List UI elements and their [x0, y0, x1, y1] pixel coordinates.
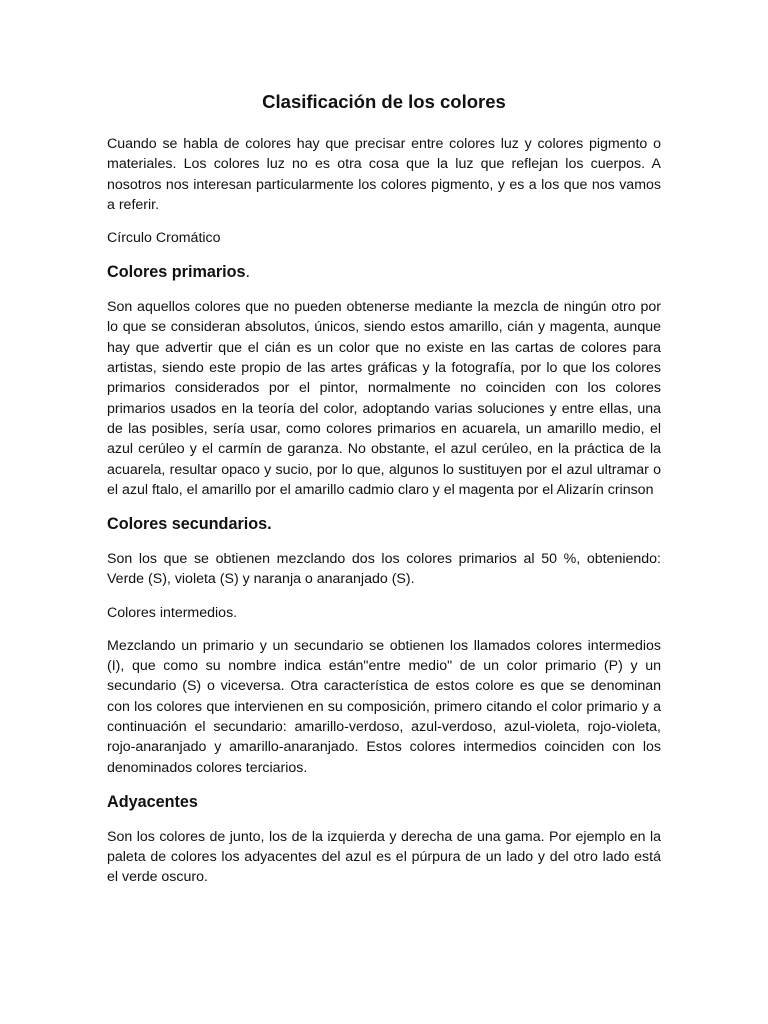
adyacentes-paragraph: Son los colores de junto, los de la izquierda y derecha de una gama. Por ejemplo en la paleta de colores los adyacentes del azul es el púrpura de un lado y del otro lado está el verde oscuro. — [107, 828, 661, 886]
primarios-heading-text: Colores primarios — [107, 263, 246, 282]
secundarios-paragraph: Son los que se obtienen mezclando dos los colores primarios al 50 %, obteniendo: Verde (S), violeta (S) y naranja o anaranjado (S). — [107, 551, 661, 588]
document-page — [107, 88, 661, 901]
intermedios-label: Colores intermedios. — [107, 604, 238, 621]
secundarios-heading: Colores secundarios. — [107, 515, 272, 534]
document-title: Clasificación de los colores — [262, 91, 506, 112]
primarios-heading — [107, 261, 661, 283]
primarios-heading-trail: . — [245, 263, 251, 282]
circulo-cromatico-label: Círculo Cromático — [107, 230, 221, 247]
adyacentes-heading: Adyacentes — [107, 792, 198, 811]
intermedios-paragraph: Mezclando un primario y un secundario se obtienen los llamados colores intermedios (I), que como su nombre indica están"entre medio" de un color primario (P) y un secundario (S) o viceversa. Otra característica de estos colore es que se denominan con los colores que intervienen en su composición, primero citando el color primario y a continuación el secundario: amarillo-verdoso, azul-verdoso, azul-violeta, rojo-violeta, rojo-anaranjado y amarillo-anaranjado. Estos colores intermedios coinciden con los denominados colores terciarios. — [107, 637, 661, 776]
intro-paragraph: Cuando se habla de colores hay que precisar entre colores luz y colores pigmento o materiales. Los colores luz no es otra cosa que la luz que reflejan los cuerpos. A nosotros nos interesan particularmente los colores pigmento, y es a los que nos vamos a referir. — [107, 136, 661, 213]
primarios-paragraph: Son aquellos colores que no pueden obtenerse mediante la mezcla de ningún otro por lo que se consideran absolutos, únicos, siendo estos amarillo, cián y magenta, aunque hay que advertir que el cián es un color que no existe en las cartas de colores para artistas, siendo este propio de las artes gráficas y la fotografía, por lo que los colores primarios considerados por el pintor, normalmente no coinciden con los colores primarios usados en la teoría del color, adoptando varias soluciones y entre ellas, una de las posibles, sería usar, como colores primarios en acuarela, un amarillo medio, el azul cerúleo y el carmín de garanza. No obstante, el azul cerúleo, en la práctica de la acuarela, resultar opaco y sucio, por lo que, algunos lo sustituyen por el azul ultramar o el azul ftalo, el amarillo por el amarillo cadmio claro y el magenta por el Alizarín crinson — [107, 299, 661, 498]
